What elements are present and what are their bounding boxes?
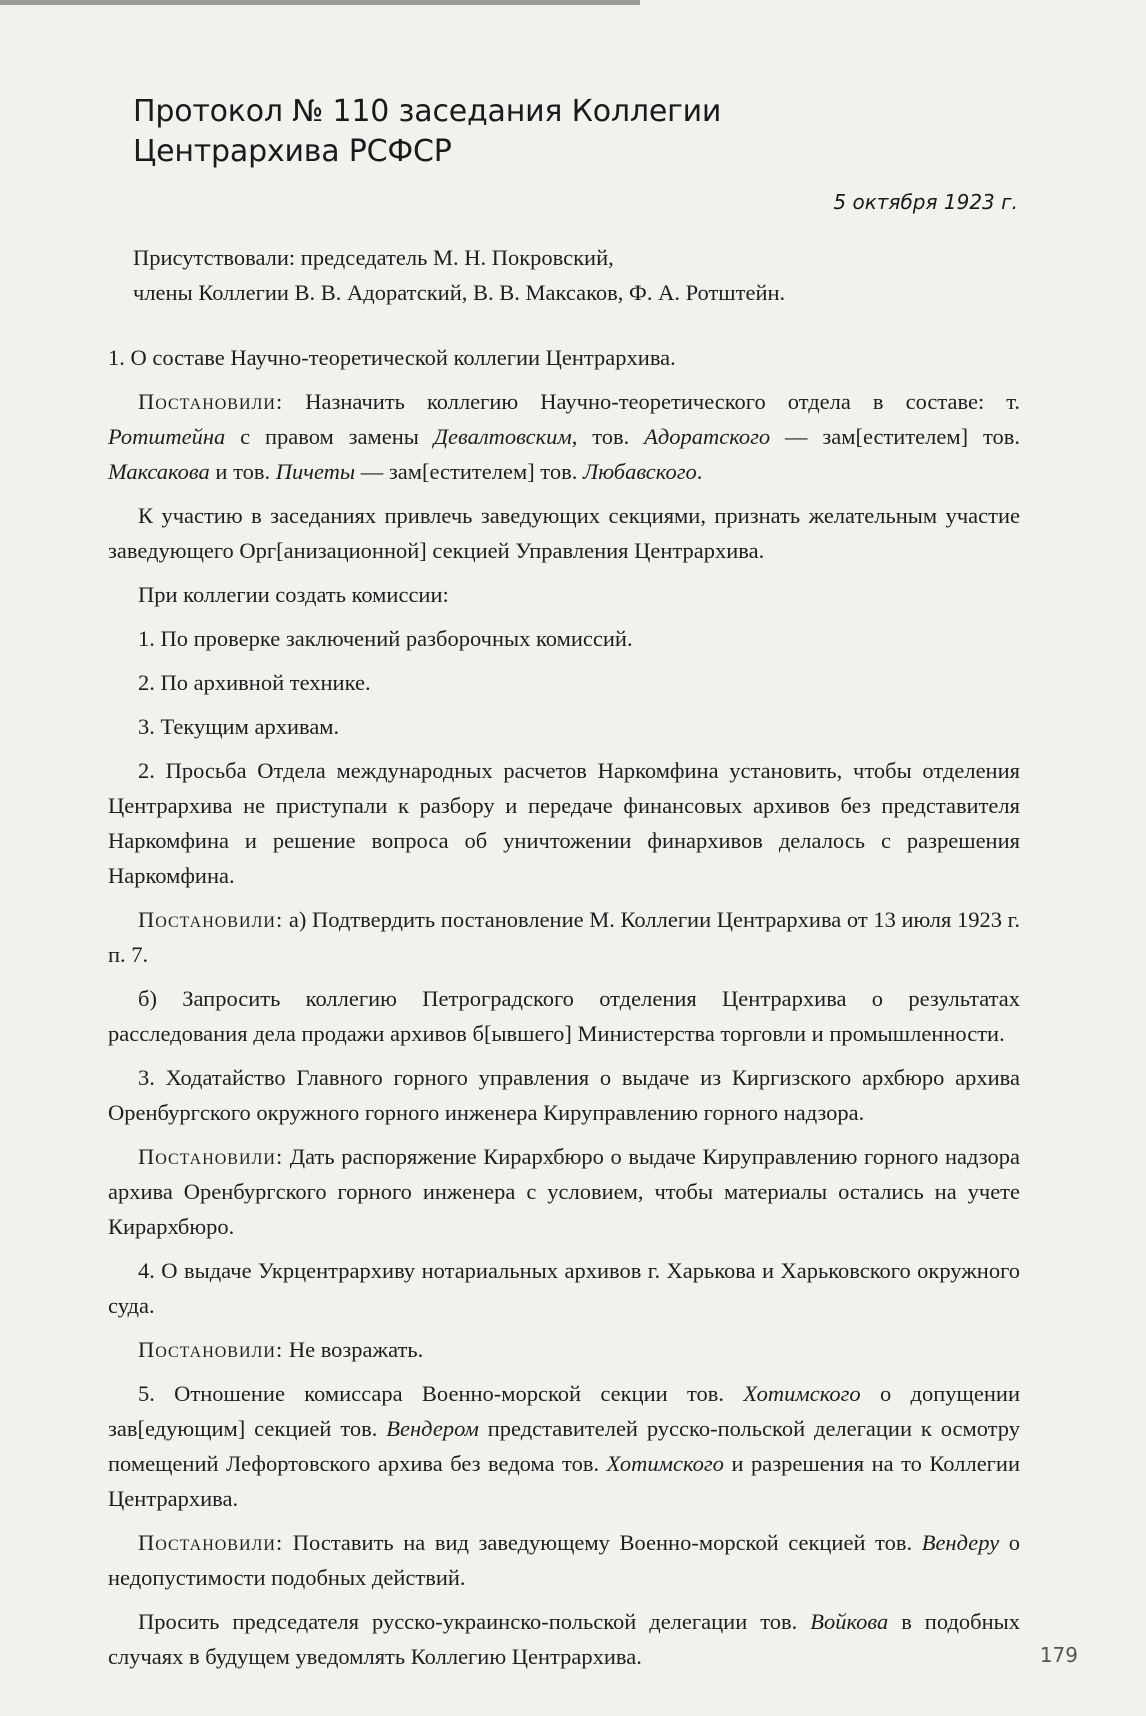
attendees-chair: Присутствовали: председатель М. Н. Покровский,: [133, 245, 614, 270]
item-5-paragraph-2: Просить председателя русско-украинско-польской делегации тов. Войкова в подобных случаях в будущем уведомлять Коллегию Центрархива.: [108, 1609, 1020, 1669]
name-venderu: Вендеру: [921, 1530, 1000, 1555]
item-2-resolution-a: Постановили: а) Подтвердить постановление М. Коллегии Центрархива от 13 июля 1923 г. п. 7.: [108, 907, 1020, 967]
item-4-resolution: Постановили: Не возражать.: [138, 1337, 424, 1362]
attendees-block: [133, 240, 1033, 310]
protocol-body: [108, 340, 1020, 1683]
top-edge-rule: [0, 0, 640, 5]
item-3-resolution: Постановили: Дать распоряжение Кирархбюро о выдаче Кируправлению горного надзора архива Оренбургского горного инженера с условием, чтобы материалы остались на учете Кирархбюро.: [108, 1144, 1020, 1239]
name-adoratsky: Адоратского: [644, 424, 771, 449]
commission-2: 2. По архивной технике.: [138, 670, 371, 695]
name-picheta: Пичеты: [275, 459, 356, 484]
item-2-resolution-b: б) Запросить коллегию Петроградского отделения Центрархива о результатах расследования дела продажи архивов б[ывшего] Министерства торговли и промышленности.: [108, 986, 1020, 1046]
item-3-heading: 3. Ходатайство Главного горного управления о выдаче из Киргизского архбюро архива Оренбургского окружного горного инженера Кируправлению горного надзора.: [108, 1065, 1020, 1125]
page-number: 179: [1039, 1643, 1078, 1667]
item-1-heading: 1. О составе Научно-теоретической коллегии Центрархива.: [108, 345, 676, 370]
item-4-heading: 4. О выдаче Укрцентрархиву нотариальных архивов г. Харькова и Харьковского окружного суда.: [108, 1258, 1020, 1318]
resolved-label: Постановили:: [138, 1144, 284, 1169]
title-line-2: Центрархива РСФСР: [133, 134, 452, 169]
item-1-resolution: Постановили: Назначить коллегию Научно-теоретического отдела в составе: т. Ротштейна с правом замены Девалтовским, тов. Адоратского — зам[естителем] тов. Максакова и тов. Пичеты — зам[естителем] тов. Любавского.: [108, 389, 1020, 484]
name-lyubavsky: Любавского: [582, 459, 697, 484]
resolved-label: Постановили:: [138, 389, 284, 414]
name-devaltovsky: Девалтовским: [433, 424, 572, 449]
page-title: [133, 92, 833, 172]
commission-1: 1. По проверке заключений разборочных комиссий.: [138, 626, 633, 651]
name-khotimsky-2: Хотимского: [606, 1451, 724, 1476]
name-maksakov: Максакова: [108, 459, 210, 484]
resolved-label: Постановили:: [138, 907, 284, 932]
commission-3: 3. Текущим архивам.: [138, 714, 340, 739]
item-5-resolution: Постановили: Поставить на вид заведующему Военно-морской секцией тов. Вендеру о недопустимости подобных действий.: [108, 1530, 1021, 1590]
name-khotimsky: Хотимского: [743, 1381, 861, 1406]
name-venderom: Вендером: [386, 1416, 479, 1441]
item-1-paragraph-2: К участию в заседаниях привлечь заведующих секциями, признать желательным участие заведующего Орг[анизационной] секцией Управления Центрархива.: [108, 503, 1020, 563]
resolved-label: Постановили:: [138, 1530, 284, 1555]
name-rotshtein: Ротштейна: [108, 424, 226, 449]
title-line-1: Протокол № 110 заседания Коллегии: [133, 94, 722, 129]
document-date: 5 октября 1923 г.: [833, 190, 1018, 214]
attendees-members: члены Коллегии В. В. Адоратский, В. В. Максаков, Ф. А. Ротштейн.: [133, 280, 786, 305]
item-2-heading: 2. Просьба Отдела международных расчетов Наркомфина установить, чтобы отделения Центрархива не приступали к разбору и передаче финансовых архивов без представителя Наркомфина и решение вопроса об уничтожении финархивов делалось с разрешения Наркомфина.: [108, 758, 1020, 888]
name-voikov: Войкова: [810, 1609, 889, 1634]
resolved-label: Постановили:: [138, 1337, 284, 1362]
item-5-heading: 5. Отношение комиссара Военно-морской секции тов. Хотимского о допущении зав[едующим] секцией тов. Вендером представителей русско-польской делегации к осмотру помещений Лефортовского архива без ведома тов. Хотимского и разрешения на то Коллегии Центрархива.: [108, 1381, 1020, 1511]
item-1-paragraph-3: При коллегии создать комиссии:: [138, 582, 449, 607]
